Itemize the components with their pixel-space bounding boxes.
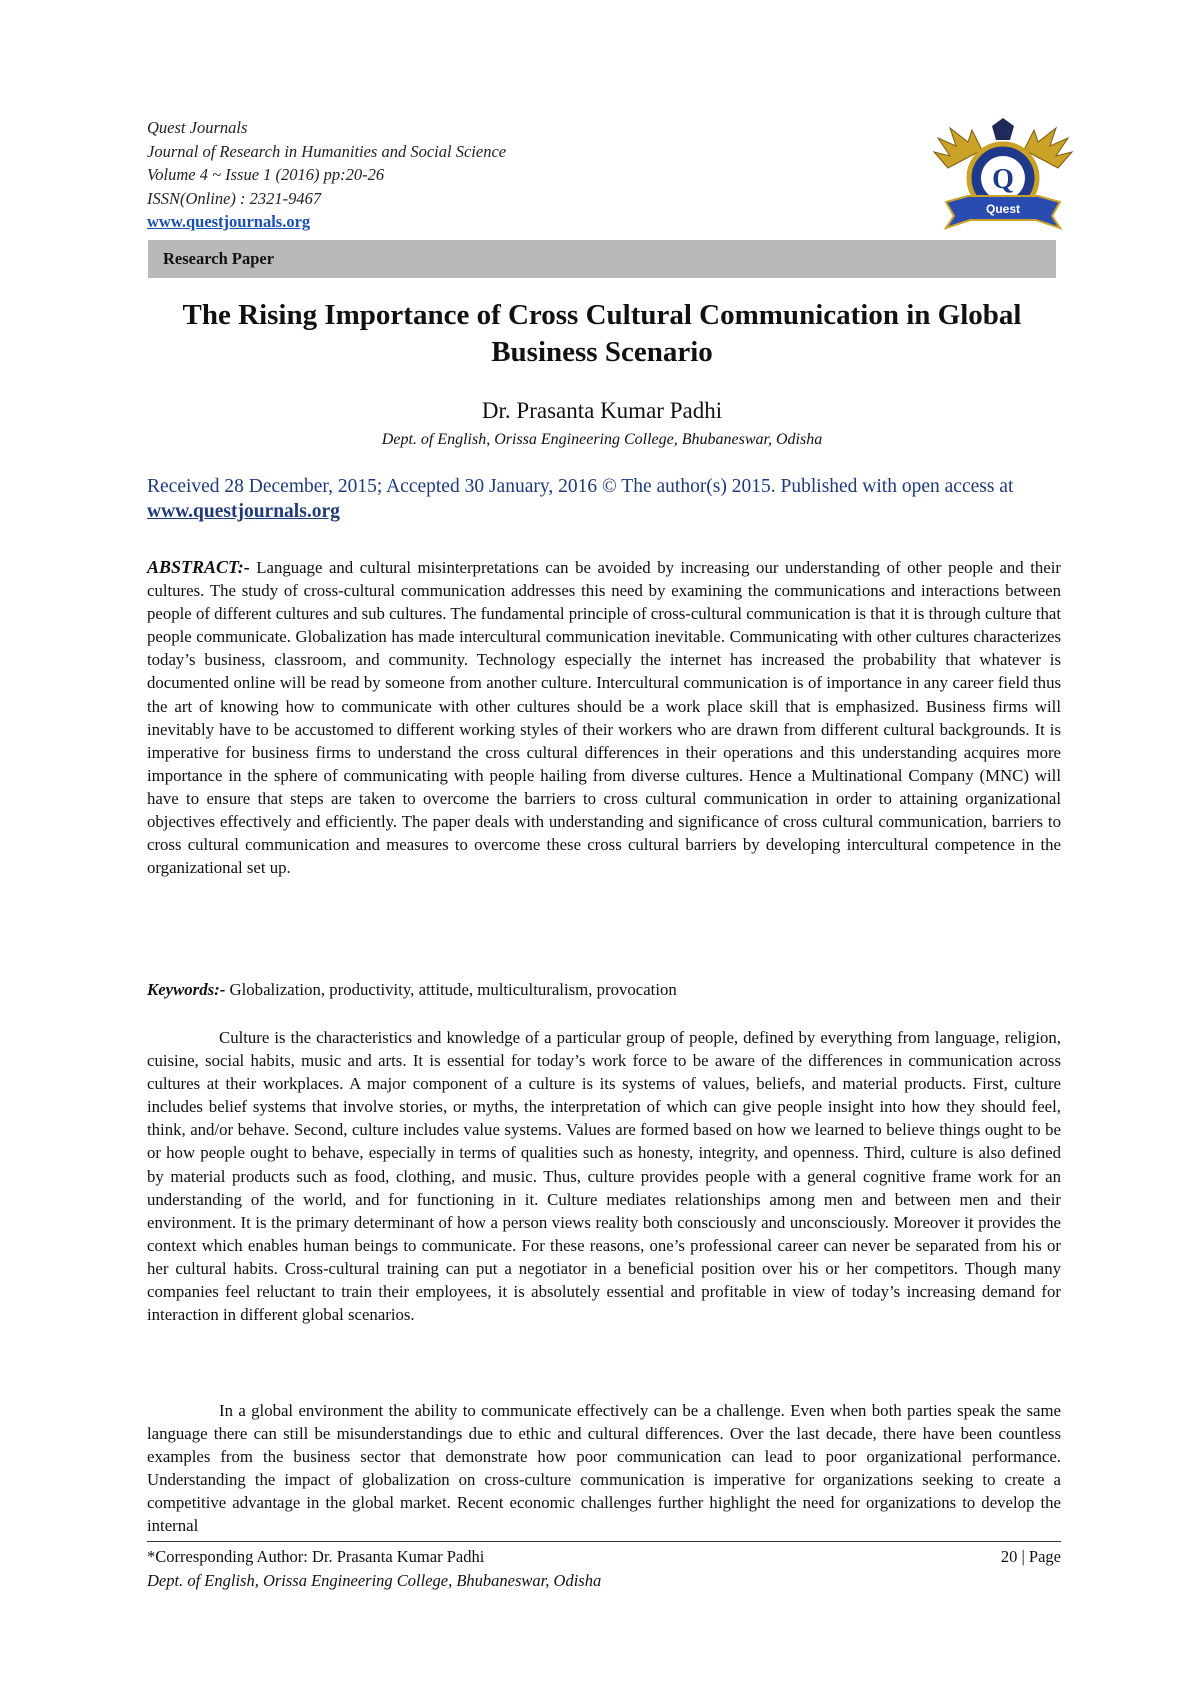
received-text: Received 28 December, 2015; Accepted 30 January, 2016 © The author(s) 2015. Published with open access at	[147, 476, 1014, 497]
page-footer	[147, 1545, 1061, 1593]
footer-divider	[147, 1541, 1061, 1542]
paper-type-banner	[148, 240, 1056, 278]
logo-label: Quest	[985, 202, 1021, 216]
body-paragraph: In a global environment the ability to communicate effectively can be a challenge. Even when both parties speak the same language there can still be misunderstandings due to ethic and cultural differences. Over the last decade, there have been countless examples from the business sector that demonstrate how poor communication can lead to poor organizational performance. Understanding the impact of globalization on cross-culture communication is imperative for organizations seeking to create a competitive advantage in the global market. Recent economic challenges further highlight the need for organizations to develop the internal	[147, 1401, 1061, 1536]
open-access-link[interactable]: www.questjournals.org	[147, 501, 340, 522]
journal-header	[147, 116, 847, 234]
paper-title: The Rising Importance of Cross Cultural Communication in Global Business Scenario	[182, 299, 1022, 368]
paper-type-label: Research Paper	[163, 249, 275, 268]
issn: ISSN(Online) : 2321-9467	[147, 188, 322, 208]
page-number: 20 | Page	[1000, 1547, 1061, 1566]
volume-issue: Volume 4 ~ Issue 1 (2016) pp:20-26	[147, 165, 385, 184]
keywords-text: Globalization, productivity, attitude, multiculturalism, provocation	[225, 980, 677, 999]
abstract-label: ABSTRACT:-	[147, 557, 250, 577]
received-notice	[147, 474, 1062, 524]
keywords	[147, 978, 1061, 1001]
body-paragraph: Culture is the characteristics and knowledge of a particular group of people, defined by everything from language, religion, cuisine, social habits, music and arts. It is essential for today’s work force to be aware of the differences in communication across cultures at their workplaces. A major component of a culture is its systems of values, beliefs, and material products. First, culture includes belief systems that involve stories, or myths, the interpretation of which can give people insight into how they should feel, think, and/or behave. Second, culture includes value systems. Values are formed based on how we learned to believe things ought to be or how people ought to behave, especially in terms of qualities such as honesty, integrity, and openness. Third, culture is also defined by material products such as food, clothing, and music. Thus, culture provides people with a general cognitive frame work for an understanding of the world, and for functioning in it. Culture mediates relationships among men and between men and their environment. It is the primary determinant of how a person views reality both consciously and unconsciously. Moreover it provides the context which enables human beings to communicate. For these reasons, one’s professional career can never be separated from his or her cultural habits. Cross-cultural training can put a negotiator in a beneficial position over his or her competitors. Though many companies feel reluctant to train their employees, it is absolutely essential and profitable in view of today’s increasing demand for interaction in different global scenarios.	[147, 1028, 1061, 1325]
publisher-name: Quest Journals	[147, 118, 248, 137]
svg-text:Q: Q	[992, 164, 1014, 195]
journal-name: Journal of Research in Humanities and Social Science	[147, 141, 507, 161]
abstract	[147, 556, 1061, 879]
footer-affiliation: Dept. of English, Orissa Engineering College, Bhubaneswar, Odisha	[147, 1571, 602, 1590]
keywords-label: Keywords:-	[147, 980, 226, 999]
ribbon-icon	[946, 196, 1060, 228]
author-affiliation: Dept. of English, Orissa Engineering College, Bhubaneswar, Odisha	[381, 431, 823, 448]
author-name: Dr. Prasanta Kumar Padhi	[481, 398, 723, 423]
abstract-text: Language and cultural misinterpretations can be avoided by increasing our understanding of other people and their cultures. The study of cross-cultural communication addresses this need by examining the communications and interactions between people of different cultures and sub cultures. The fundamental principle of cross-cultural communication is that it is through culture that people communicate. Globalization has made intercultural communication inevitable. Communicating with other cultures characterizes today’s business, classroom, and community. Technology especially the internet has increased the probability that whatever is documented online will be read by someone from another culture. Intercultural communication is of importance in any career field thus the art of knowing how to communicate with other cultures should be a work place skill that is emphasized. Business firms will inevitably have to be accustomed to different working styles of their workers who are drawn from different cultural backgrounds. It is imperative for business firms to understand the cross cultural differences in their operations and this understanding acquires more importance in the sphere of communicating with people hailing from diverse cultures. Hence a Multinational Company (MNC) will have to ensure that steps are taken to overcome the barriers to cross cultural communication in order to attaining organizational objectives effectively and efficiently. The paper deals with understanding and significance of cross cultural communication, barriers to cross cultural communication and measures to overcome these cross cultural barriers by developing intercultural competence in the organizational set up.	[147, 558, 1061, 878]
journal-website-link[interactable]: www.questjournals.org	[147, 212, 311, 231]
eagle-icon	[992, 118, 1014, 140]
corresponding-author: *Corresponding Author: Dr. Prasanta Kumar Padhi	[147, 1547, 485, 1566]
quest-logo	[928, 116, 1078, 234]
